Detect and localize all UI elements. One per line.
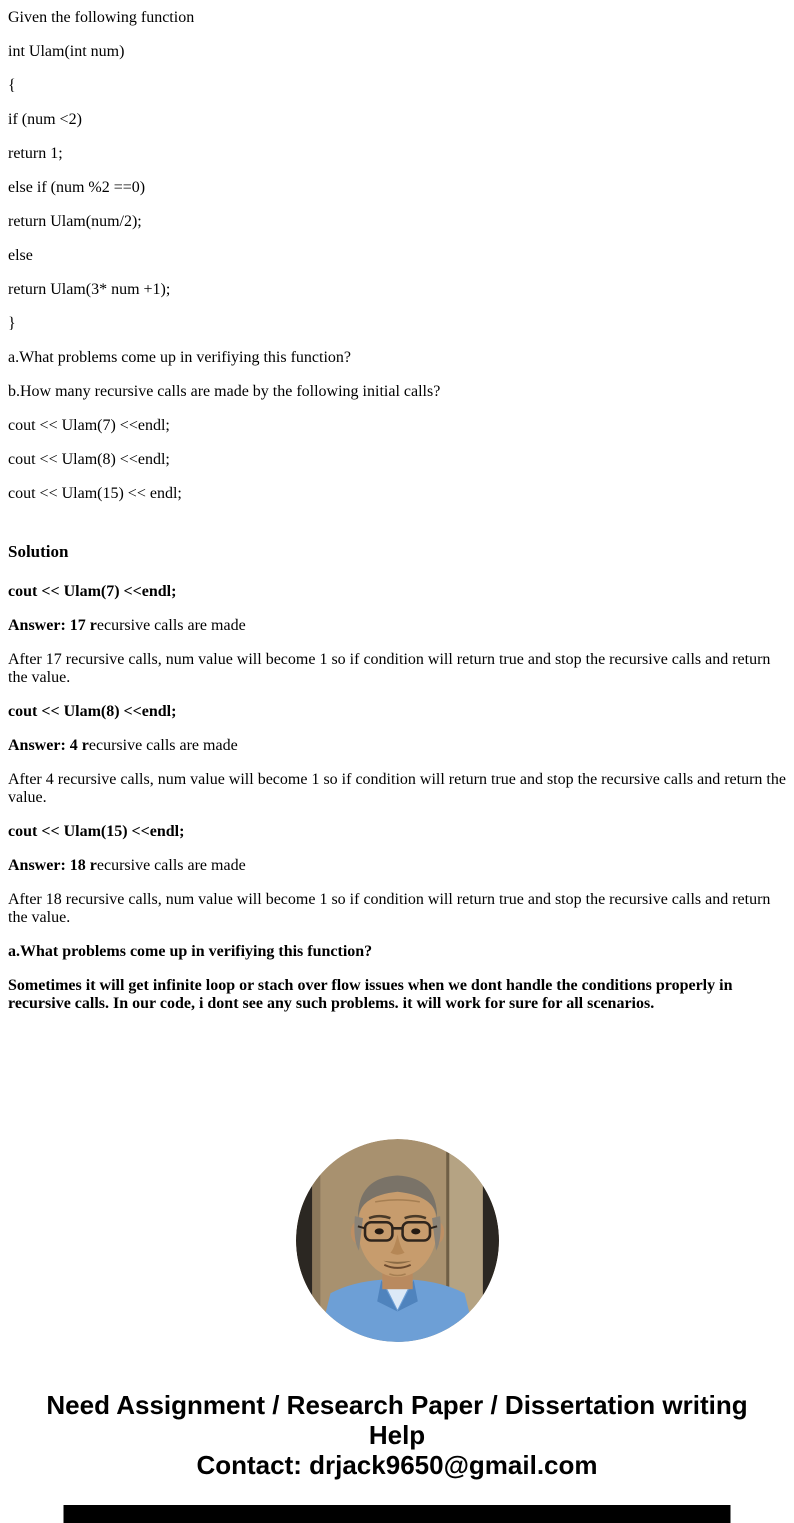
solution-call: cout << Ulam(7) <<endl; xyxy=(8,583,177,600)
question-line: cout << Ulam(15) << endl; xyxy=(8,485,182,502)
answer-count: Answer: 17 r xyxy=(8,617,97,634)
bottom-bar xyxy=(64,1505,731,1523)
question-line: else if (num %2 ==0) xyxy=(8,179,146,196)
footer-help-text: Need Assignment / Research Paper / Dissertation writing Help xyxy=(46,1390,748,1450)
question-line: return 1; xyxy=(8,145,63,162)
answer-count: Answer: 4 r xyxy=(8,737,89,754)
question-line: a.What problems come up in verifiying this function? xyxy=(8,349,352,366)
question-line: { xyxy=(8,77,16,94)
solution-answer-a: Sometimes it will get infinite loop or stach over flow issues when we dont handle the conditions properly in recursive calls. In our code, i dont see any such problems. it will work for sure for all scenarios. xyxy=(8,977,733,1012)
answer-rest: ecursive calls are made xyxy=(96,857,246,874)
solution-question-a: a.What problems come up in verifiying this function? xyxy=(8,943,373,960)
solution-answer xyxy=(8,737,786,755)
answer-rest: ecursive calls are made xyxy=(88,737,238,754)
solution-call: cout << Ulam(15) <<endl; xyxy=(8,823,185,840)
solution-explanation: After 4 recursive calls, num value will become 1 so if condition will return true and stop the recursive calls and return the value. xyxy=(8,771,786,806)
answer-rest: ecursive calls are made xyxy=(96,617,246,634)
question-line: b.How many recursive calls are made by the following initial calls? xyxy=(8,383,441,400)
footer-contact-email: Contact: drjack9650@gmail.com xyxy=(196,1450,598,1480)
question-line: return Ulam(num/2); xyxy=(8,213,142,230)
question-line: Given the following function xyxy=(8,9,195,26)
question-line: int Ulam(int num) xyxy=(8,43,125,60)
question-line: return Ulam(3* num +1); xyxy=(8,281,171,298)
solution-call: cout << Ulam(8) <<endl; xyxy=(8,703,177,720)
solution-answer xyxy=(8,857,786,875)
solution-answer xyxy=(8,617,786,635)
solution-heading: Solution xyxy=(8,542,69,561)
question-line: cout << Ulam(8) <<endl; xyxy=(8,451,170,468)
question-line: cout << Ulam(7) <<endl; xyxy=(8,417,170,434)
question-section xyxy=(8,9,786,502)
solution-explanation: After 17 recursive calls, num value will become 1 so if condition will return true and stop the recursive calls and return the value. xyxy=(8,651,771,686)
tutor-photo xyxy=(296,1139,499,1342)
tutor-portrait-illustration xyxy=(296,1139,499,1342)
answer-count: Answer: 18 r xyxy=(8,857,97,874)
footer xyxy=(15,1390,779,1480)
question-line: else xyxy=(8,247,33,264)
solution-section xyxy=(8,583,786,1013)
question-line: if (num <2) xyxy=(8,111,82,128)
solution-explanation: After 18 recursive calls, num value will become 1 so if condition will return true and stop the recursive calls and return the value. xyxy=(8,891,771,926)
question-line: } xyxy=(8,315,16,332)
